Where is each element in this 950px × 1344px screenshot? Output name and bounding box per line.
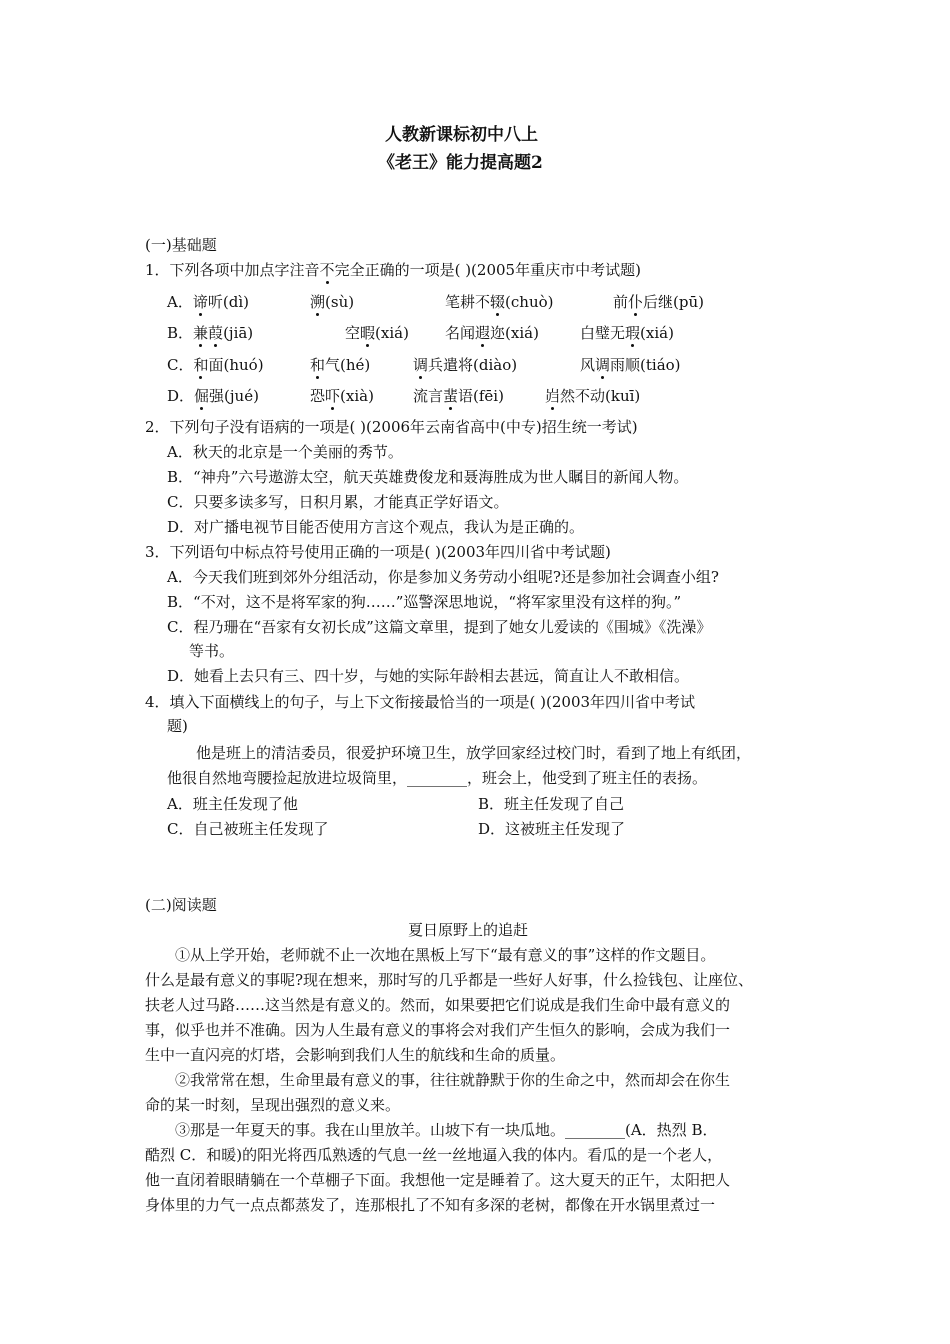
q1-option-d (413, 386, 504, 406)
q1-option-b (445, 323, 539, 343)
article-line: ②我常常在想，生命里最有意义的事，往往就静默于你的生命之中，然而却会在你生 (175, 1071, 731, 1089)
doc-subtitle: 《老王》能力提高题2 (378, 153, 543, 173)
dotted-char: 葭 (208, 324, 224, 342)
question-4-stem-cont: 题) (167, 717, 188, 735)
dotted-char: 不 (319, 261, 335, 279)
q4-option-d: D．这被班主任发现了 (478, 820, 626, 838)
option-text: 听(dì) (207, 293, 249, 311)
q1-option-b (167, 323, 253, 343)
option-letter: D． (167, 387, 195, 405)
article-line: ③那是一年夏天的事。我在山里放羊。山坡下有一块瓜地。________(A．热烈 B． (175, 1121, 718, 1139)
q3-option-a: A．今天我们班到郊外分组活动，你是参加义务劳动小组呢?还是参加社会调查小组? (167, 568, 719, 586)
q3-option-b: B．“不对，这不是将军家的狗……”巡警深思地说，“将军家里没有这样的狗。” (167, 593, 682, 611)
option-text: 名闻 (445, 324, 476, 342)
q1-option-c (310, 355, 370, 375)
option-text: 强(jué) (209, 387, 259, 405)
option-text: (sù) (325, 293, 355, 311)
option-text: (jiā) (223, 324, 254, 342)
question-2-stem: 2．下列句子没有语病的一项是( )(2006年云南省高中(中专)招生统一考试) (145, 418, 638, 436)
option-text: 空 (345, 324, 361, 342)
option-text: (xiá) (375, 324, 409, 342)
q4-option-a: A．班主任发现了他 (167, 795, 298, 813)
q1-option-d (167, 386, 259, 406)
option-text: 迩(xiá) (490, 324, 539, 342)
question-3-stem: 3．下列语句中标点符号使用正确的一项是( )(2003年四川省中考试题) (145, 543, 611, 561)
dotted-char: 暇 (360, 324, 376, 342)
dotted-char: 岿 (545, 387, 561, 405)
q1-option-c (167, 355, 264, 375)
option-text: 风 (580, 356, 596, 374)
q2-option-d: D．对广播电视节目能否使用方言这个观点，我认为是正确的。 (167, 518, 585, 536)
option-text: 气(hé) (325, 356, 371, 374)
dotted-char: 蜚 (443, 387, 459, 405)
q4-option-c: C．自己被班主任发现了 (167, 820, 329, 838)
q1-option-c (413, 355, 517, 375)
option-text: 流言 (413, 387, 444, 405)
doc-title: 人教新课标初中八上 (385, 125, 538, 145)
option-text: 兵遣将(diào) (428, 356, 518, 374)
question-4-stem: 4．填入下面横线上的句子，与上下文衔接最恰当的一项是( )(2003年四川省中考试 (145, 693, 696, 711)
option-letter: C． (167, 356, 194, 374)
q1-option-a (167, 292, 249, 312)
article-line: 扶老人过马路……这当然是有意义的。然而，如果要把它们说成是我们生命中最有意义的 (145, 996, 731, 1014)
article-title: 夏日原野上的追赶 (408, 921, 529, 939)
q1-stem-text: 1．下列各项中加点字注音 (145, 261, 320, 279)
q1-option-c (580, 355, 681, 375)
dotted-char: 溯 (310, 293, 326, 311)
dotted-char: 谛 (192, 293, 208, 311)
q3-option-d: D．她看上去只有三、四十岁，与她的实际年龄相去甚远，简直让人不敢相信。 (167, 667, 690, 685)
q1-option-b (580, 323, 674, 343)
dotted-char: 吓 (325, 387, 341, 405)
q4-option-b: B．班主任发现了自己 (478, 795, 625, 813)
q1-option-b (345, 323, 409, 343)
dotted-char: 和 (193, 356, 209, 374)
q3-option-c-cont: 等书。 (189, 642, 235, 660)
option-text: 雨顺(tiáo) (610, 356, 681, 374)
option-text: 笔耕不 (445, 293, 491, 311)
article-line: 酷烈 C．和暖)的阳光将西瓜熟透的气息一丝一丝地逼入我的体内。看瓜的是一个老人， (145, 1146, 723, 1164)
section-heading-reading: (二)阅读题 (145, 896, 217, 914)
option-text: 白璧无 (580, 324, 626, 342)
q3-option-c: C．程乃珊在“吾家有女初长成”这篇文章里，提到了她女儿爱读的《围城》《洗澡》 (167, 618, 712, 636)
q1-stem-text: 完 (334, 261, 350, 279)
article-line: 生中一直闪亮的灯塔，会影响到我们人生的航线和生命的质量。 (145, 1046, 566, 1064)
dotted-char: 调 (413, 356, 429, 374)
article-line: 他一直闭着眼睛躺在一个草棚子下面。我想他一定是睡着了。这大夏天的正午，太阳把人 (145, 1171, 731, 1189)
q4-passage: 他很自然地弯腰捡起放进垃圾筒里，________，班会上，他受到了班主任的表扬。 (167, 769, 708, 787)
article-line: 命的某一时刻，呈现出强烈的意义来。 (145, 1096, 401, 1114)
option-text: 面(huó) (208, 356, 264, 374)
article-line: 什么是最有意义的事呢?现在想来，那时写的几乎都是一些好人好事，什么捡钱包、让座位、 (145, 971, 754, 989)
dotted-char: 仆 (628, 293, 644, 311)
question-1-stem (145, 260, 641, 280)
option-text: (xià) (340, 387, 374, 405)
q2-option-b: B．“神舟”六号遨游太空，航天英雄费俊龙和聂海胜成为世人瞩目的新闻人物。 (167, 468, 689, 486)
option-text: 语(fēi) (458, 387, 504, 405)
option-text: 然不动(kuī) (560, 387, 641, 405)
dotted-char: 和 (310, 356, 326, 374)
option-text: 恐 (310, 387, 326, 405)
q2-option-c: C．只要多读多写，日积月累，才能真正学好语文。 (167, 493, 509, 511)
section-heading-basic: (一)基础题 (145, 236, 217, 254)
q1-stem-text: 全正确的一项是( )(2005年重庆市中考试题) (349, 261, 641, 279)
q2-option-a: A．秋天的北京是一个美丽的秀节。 (167, 443, 403, 461)
option-text: (chuò) (505, 293, 554, 311)
dotted-char: 遐 (475, 324, 491, 342)
q1-option-a (310, 292, 354, 312)
option-letter: A． (167, 293, 193, 311)
option-text: 前 (613, 293, 629, 311)
article-line: ①从上学开始，老师就不止一次地在黑板上写下“最有意义的事”这样的作文题目。 (175, 946, 716, 964)
dotted-char: 调 (595, 356, 611, 374)
dotted-char: 倔 (194, 387, 210, 405)
q1-option-d (545, 386, 640, 406)
q1-option-d (310, 386, 374, 406)
q1-option-a (445, 292, 554, 312)
dotted-char: 瑕 (625, 324, 641, 342)
article-line: 身体里的力气一点点都蒸发了，连那根扎了不知有多深的老树，都像在开水锅里煮过一 (145, 1196, 716, 1214)
q4-passage: 他是班上的清洁委员，很爱护环境卫生，放学回家经过校门时，看到了地上有纸团， (196, 744, 752, 762)
dotted-char: 兼 (193, 324, 209, 342)
q1-option-a (613, 292, 704, 312)
option-text: (xiá) (640, 324, 674, 342)
option-letter: B． (167, 324, 194, 342)
article-line: 事，似乎也并不准确。因为人生最有意义的事将会对我们产生恒久的影响，会成为我们一 (145, 1021, 731, 1039)
dotted-char: 辍 (490, 293, 506, 311)
option-text: 后继(pū) (643, 293, 704, 311)
